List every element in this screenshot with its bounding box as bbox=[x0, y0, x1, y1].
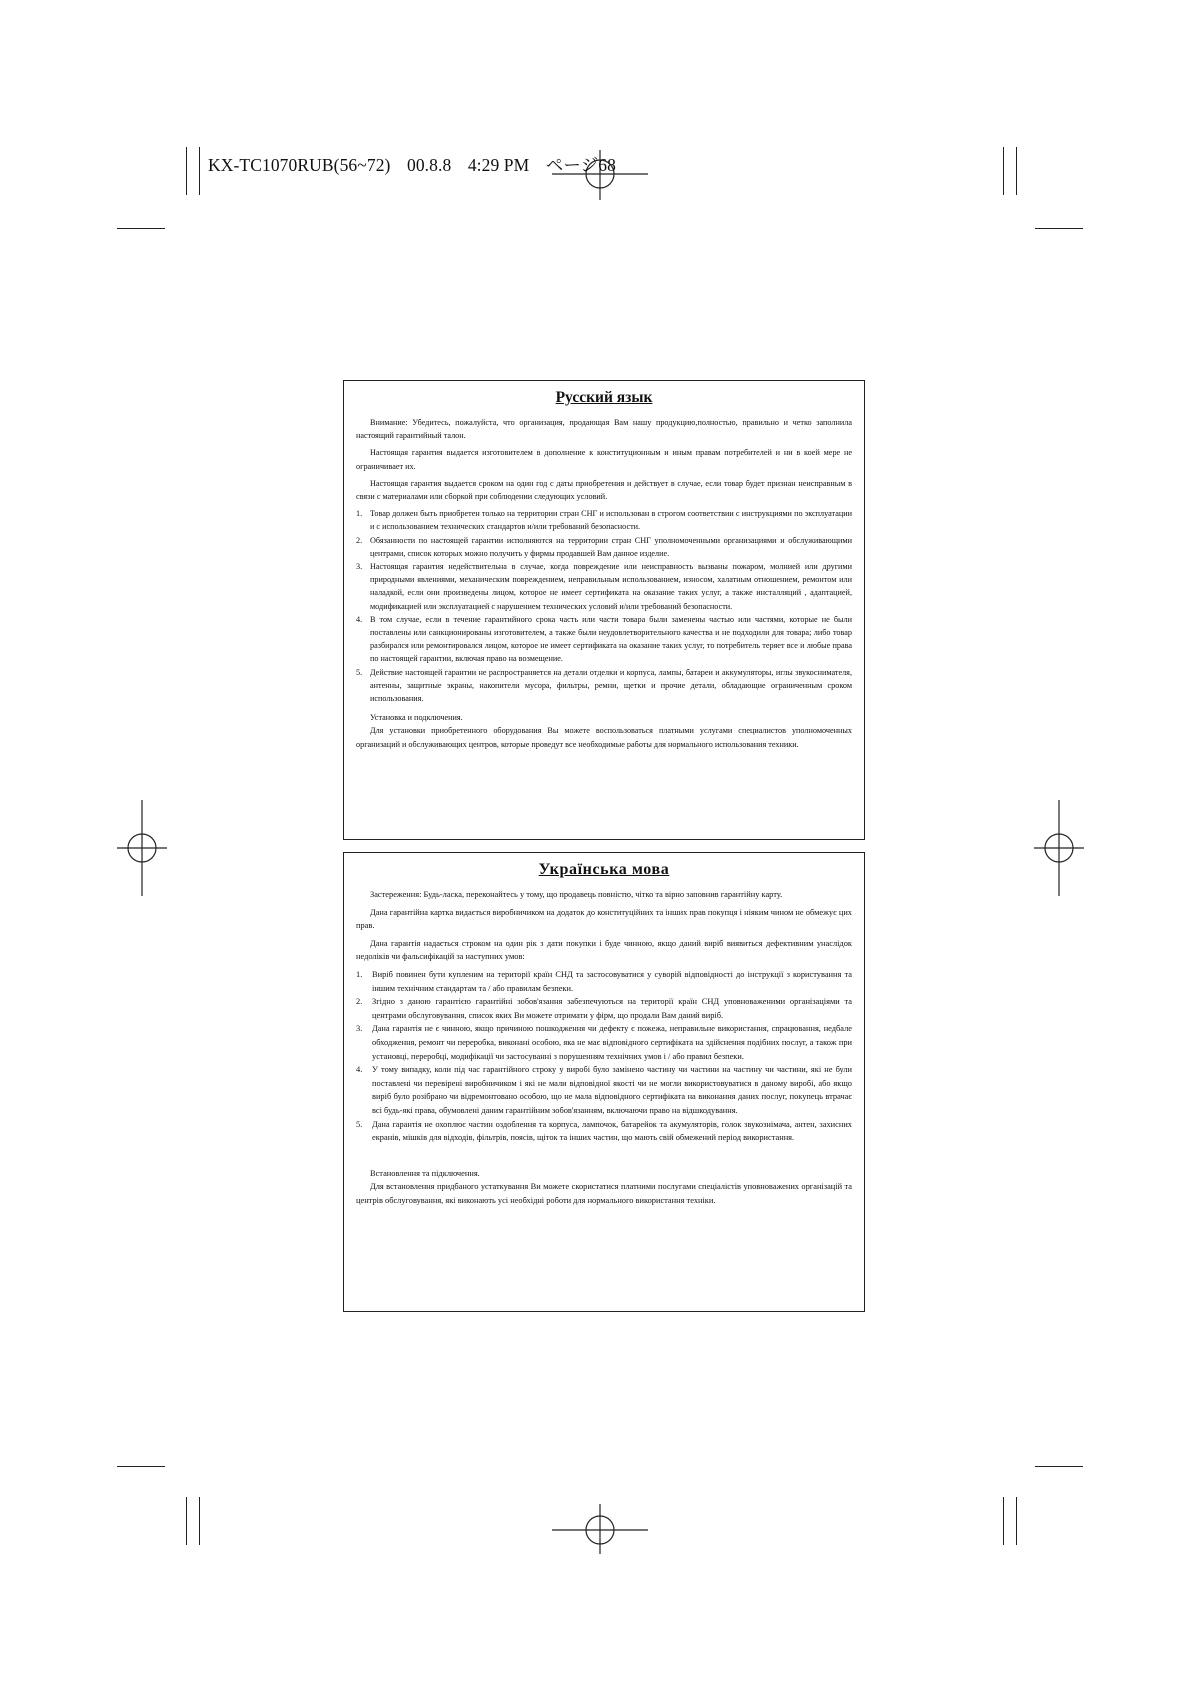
list-item: 2. Обязанности по настоящей гарантии исполняются на территории стран СНГ уполномоченными организациями и обслуживающими центрами, список которых можно получить у фирмы продавшей Вам данное изделие. bbox=[356, 535, 852, 558]
model-code: KX-TC1070RUB(56~72) bbox=[208, 155, 391, 175]
conditions-list bbox=[356, 507, 852, 705]
paragraph: Внимание: Убедитесь, пожалуйста, что организация, продающая Вам нашу продукцию,полностью, правильно и четко заполнила настоящий гарантийный талон. bbox=[356, 418, 852, 441]
list-item: 2. Згідно з даною гарантією гарантійні зобов'язання забезпечуються на території країн СНД уповноваженими організаціями та центрами обслуговування, список яких Ви можете отримати у фірм, що продали Вам даний виріб. bbox=[356, 997, 852, 1020]
crop-mark bbox=[1035, 228, 1083, 229]
russian-section bbox=[343, 380, 865, 840]
print-slug bbox=[208, 152, 628, 177]
crop-mark bbox=[1016, 1497, 1017, 1545]
crop-mark bbox=[117, 1466, 165, 1467]
registration-mark-bottom bbox=[552, 1504, 648, 1554]
list-item: 4. У тому випадку, коли під час гарантійного строку у виробі було замінено частину чи частини на частину чи частини, які не були поставлені чи перевірені виробничиком і які не мали відповідної якості чи не могли використовуватися в даному виробі, або якщо виріб було розібрано чи відремонтовано особою, що не мала відповідного сертифіката на виконання даних послуг, покупець втрачає всі будь-які права, обумовлені даним гарантійним зобов'язанням, включаючи право на відшкодування. bbox=[356, 1065, 852, 1115]
ukrainian-section bbox=[343, 852, 865, 1312]
crop-mark bbox=[186, 1497, 187, 1545]
section-title: Українська мова bbox=[538, 861, 670, 878]
conditions-list bbox=[356, 968, 852, 1145]
list-item: 3. Дана гарантія не є чинною, якщо причиною пошкодження чи дефекту є пожежа, неправильне використання, спрацювання, недбале обходження, ремонт чи переробка, виконані особою, яка не має відповідного сертифіката на здійснення подібних послуг, а також при установці, переробці, модифікації чи застосуванні з порушенням технічних умов і / або правил безпеки. bbox=[356, 1024, 852, 1061]
list-item: 3. Настоящая гарантия недействительна в случае, когда повреждение или неисправность вызваны пожаром, молнией или другими природными явлениями, механическим повреждением, неправильным использованием, износом, халатным отношением, ремонтом или наладкой, если они произведены лицом, которое не имеет сертификата на оказание таких услуг, а также инсталляций , адаптацией, модификацией или эксплуатацией с нарушением технических условий и/или требований безопасности. bbox=[356, 562, 852, 611]
crop-mark bbox=[117, 228, 165, 229]
list-item: 1. Виріб повинен бути купленим на території країн СНД та застосовуватися у суворій відповідності до інструкції з користування та іншим технічним стандартам та / або правилам безпеки. bbox=[356, 969, 852, 993]
crop-mark bbox=[186, 147, 187, 195]
crop-mark bbox=[1003, 147, 1004, 195]
print-date: 00.8.8 bbox=[406, 155, 452, 175]
list-item: 4. В том случае, если в течение гарантийного срока часть или части товара были заменены частью или частями, которые не были поставлены или санкционированы изготовителем, а также были неудовлетворительного качества и не подходили для товара; либо товар разбирался или ремонтировался лицом, которое не имеет сертификата на оказание таких услуг, то потребитель теряет все и любые права по настоящей гарантии, включая право на возмещение. bbox=[356, 614, 852, 664]
install-heading: Установка и подключения. bbox=[370, 713, 463, 723]
registration-mark-right bbox=[1034, 800, 1084, 896]
paragraph: Застереження: Будь-ласка, переконайтесь у тому, що продавець повністю, чітко та вірно заповнив гарантійну карту. bbox=[370, 890, 783, 899]
install-text: Для установки приобретенного оборудования Вы можете воспользоваться платными услугами специалистов уполномоченных организаций и обслуживающих центров, которые проведут все необходимые работы для нормального использования техники. bbox=[356, 726, 852, 749]
page-label: ページ68 bbox=[545, 155, 616, 175]
paragraph: Дана гарантія надається строком на один рік з дати покупки і буде чинною, якщо даний виріб виявиться дефективним унаслідок недоліків чи фальсифікацій за наступних умов: bbox=[356, 938, 852, 962]
install-heading: Встановлення та підключення. bbox=[370, 1168, 480, 1178]
install-text: Для встановлення придбаного устаткування Ви можете скористатися платними послугами спеціалістів уповноважених організацій та центрів обслуговування, які виконають усі необхідні роботи для нормального використання техніки. bbox=[356, 1182, 852, 1205]
list-item: 1. Товар должен быть приобретен только на территории стран СНГ и использован в строгом соответствии с инструкциями по эксплуатации и с использованием технических стандартов и/или требований безопасности. bbox=[356, 509, 852, 532]
paragraph: Настоящая гарантия выдается сроком на один год с даты приобретения и действует в случае, если товар будет признан неисправным в связи с материалами или сборкой при соблюдении следующих условий. bbox=[356, 478, 852, 502]
crop-mark bbox=[1035, 1466, 1083, 1467]
crop-mark bbox=[1003, 1497, 1004, 1545]
crop-mark bbox=[199, 147, 200, 195]
crop-mark bbox=[1016, 147, 1017, 195]
paragraph: Дана гарантійна картка видається виробничиком на додаток до конституційних та інших прав покупця і ніяким чином не обмежує цих прав. bbox=[356, 907, 852, 931]
section-title: Русский язык bbox=[555, 389, 653, 406]
paragraph: Настоящая гарантия выдается изготовителем в дополнение к конституционным и иным правам потребителей и ни в коей мере не ограничивает их. bbox=[356, 448, 852, 471]
list-item: 5. Действие настоящей гарантии не распространяется на детали отделки и корпуса, лампы, батареи и аккумуляторы, иглы звукоснимателя, антенны, защитные экраны, накопители мусора, фильтры, ремни, щетки и прочие детали, обладающие ограниченным сроком использования. bbox=[356, 667, 852, 704]
list-item: 5. Дана гарантія не охоплює частин оздоблення та корпуса, лампочок, батарейок та акумуляторів, голок звукознімача, антен, захисних екранів, мішків для відходів, фільтрів, поясів, щіток та інших частин, що мають свій обмежений період використання. bbox=[356, 1119, 852, 1143]
registration-mark-left bbox=[117, 800, 167, 896]
crop-mark bbox=[199, 1497, 200, 1545]
print-time: 4:29 PM bbox=[467, 155, 530, 175]
